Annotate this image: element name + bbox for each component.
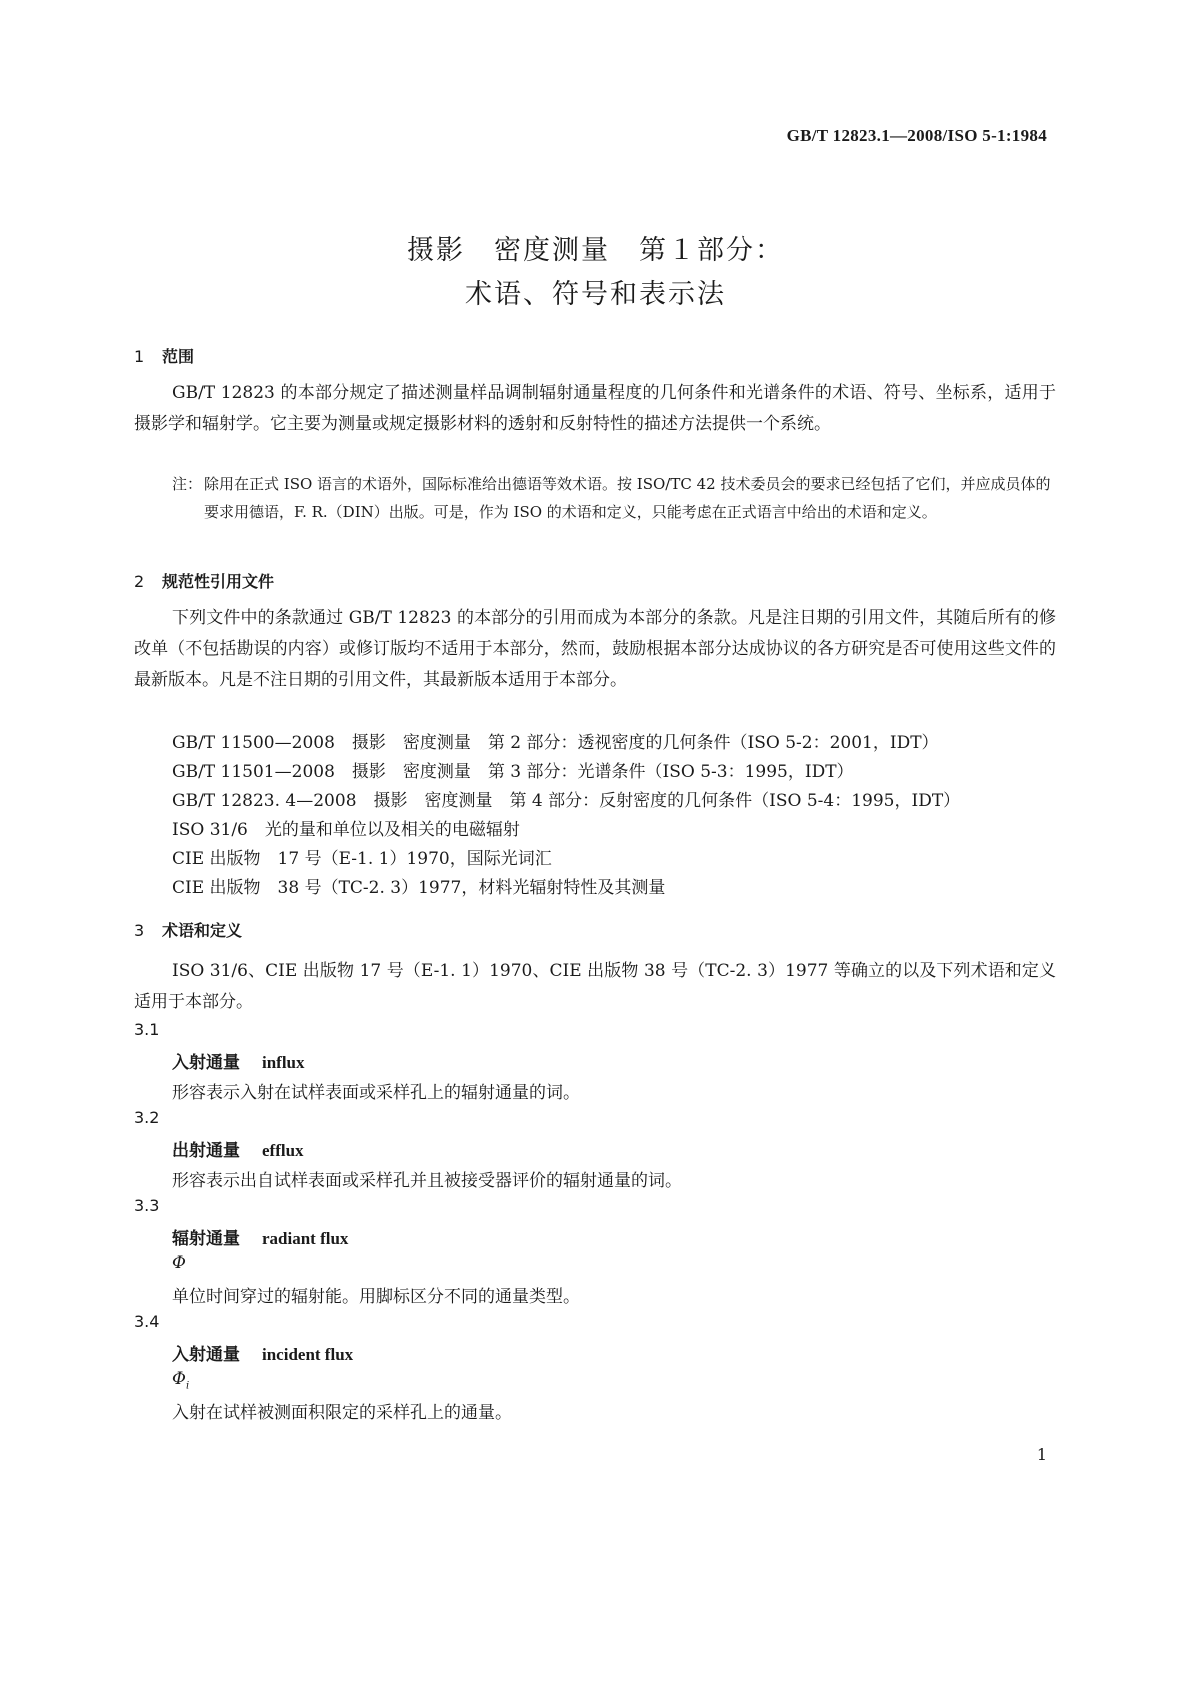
term-clause-number: 3.2	[134, 1108, 160, 1127]
note-text: 除用在正式 ISO 语言的术语外，国际标准给出德语等效术语。按 ISO/TC 42 技术委员会的要求已经包括了它们，并应成员体的要求用德语，F. R.（DIN）出版。可是，作为 ISO 的术语和定义，只能考虑在正式语言中给出的术语和定义。	[204, 475, 1051, 521]
reference-item: CIE 出版物 38 号（TC-2. 3）1977，材料光辐射特性及其测量	[172, 878, 666, 898]
section-2-heading	[134, 569, 274, 592]
document-title-line1: 摄影 密度测量 第１部分：	[407, 235, 784, 266]
page-number: 1	[1036, 1445, 1047, 1464]
section-1-note	[172, 470, 1056, 526]
standard-id-header: GB/T 12823.1—2008/ISO 5-1:1984	[786, 126, 1047, 145]
term-clause-number: 3.1	[134, 1020, 160, 1039]
term-definition: 形容表示入射在试样表面或采样孔上的辐射通量的词。	[172, 1083, 580, 1103]
section-3-heading	[134, 918, 242, 941]
symbol-subscript: i	[185, 1380, 190, 1392]
term-en: radiant flux	[262, 1229, 349, 1248]
term-clause-number: 3.4	[134, 1312, 160, 1331]
term-heading	[172, 1048, 305, 1073]
term-en: influx	[262, 1053, 305, 1072]
term-symbol	[172, 1369, 189, 1391]
term-zh: 入射通量	[172, 1345, 240, 1365]
term-definition: 形容表示出自试样表面或采样孔并且被接受器评价的辐射通量的词。	[172, 1171, 682, 1191]
term-definition: 单位时间穿过的辐射能。用脚标区分不同的通量类型。	[172, 1287, 580, 1307]
term-zh: 辐射通量	[172, 1229, 240, 1249]
term-zh: 入射通量	[172, 1053, 240, 1073]
term-en: efflux	[262, 1141, 304, 1160]
term-symbol	[172, 1253, 186, 1273]
term-definition: 入射在试样被测面积限定的采样孔上的通量。	[172, 1403, 512, 1423]
term-heading	[172, 1224, 348, 1249]
reference-item: GB/T 11501—2008 摄影 密度测量 第 3 部分：光谱条件（ISO 5-3：1995，IDT）	[172, 762, 854, 782]
term-zh: 出射通量	[172, 1141, 240, 1161]
section-title: 规范性引用文件	[162, 572, 275, 591]
reference-item: CIE 出版物 17 号（E-1. 1）1970，国际光词汇	[172, 849, 552, 869]
section-2-paragraph: 下列文件中的条款通过 GB/T 12823 的本部分的引用而成为本部分的条款。凡是注日期的引用文件，其随后所有的修改单（不包括勘误的内容）或修订版均不适用于本部分，然而，鼓励根据本部分达成协议的各方研究是否可使用这些文件的最新版本。凡是不注日期的引用文件，其最新版本适用于本部分。	[134, 608, 1056, 690]
reference-item: ISO 31/6 光的量和单位以及相关的电磁辐射	[172, 820, 520, 840]
term-en: incident flux	[262, 1345, 354, 1364]
section-title: 范围	[162, 347, 195, 366]
reference-item: GB/T 12823. 4—2008 摄影 密度测量 第 4 部分：反射密度的几何条件（ISO 5-4：1995，IDT）	[172, 791, 961, 811]
symbol-main: Φ	[172, 1369, 186, 1389]
note-label: 注：	[172, 475, 203, 493]
document-title-line2: 术语、符号和表示法	[465, 279, 726, 310]
term-clause-number: 3.3	[134, 1196, 160, 1215]
section-number: 1	[134, 347, 145, 366]
section-1-heading	[134, 344, 194, 367]
section-1-paragraph: GB/T 12823 的本部分规定了描述测量样品调制辐射通量程度的几何条件和光谱条件的术语、符号、坐标系，适用于摄影学和辐射学。它主要为测量或规定摄影材料的透射和反射特性的描述方法提供一个系统。	[134, 383, 1056, 434]
reference-item: GB/T 11500—2008 摄影 密度测量 第 2 部分：透视密度的几何条件（ISO 5-2：2001，IDT）	[172, 733, 939, 753]
section-title: 术语和定义	[162, 921, 243, 940]
section-number: 2	[134, 572, 145, 591]
term-heading	[172, 1136, 304, 1161]
symbol-main: Φ	[172, 1253, 186, 1273]
section-3-paragraph: ISO 31/6、CIE 出版物 17 号（E-1. 1）1970、CIE 出版物 38 号（TC-2. 3）1977 等确立的以及下列术语和定义适用于本部分。	[134, 961, 1056, 1012]
term-heading	[172, 1340, 353, 1365]
section-number: 3	[134, 921, 145, 940]
